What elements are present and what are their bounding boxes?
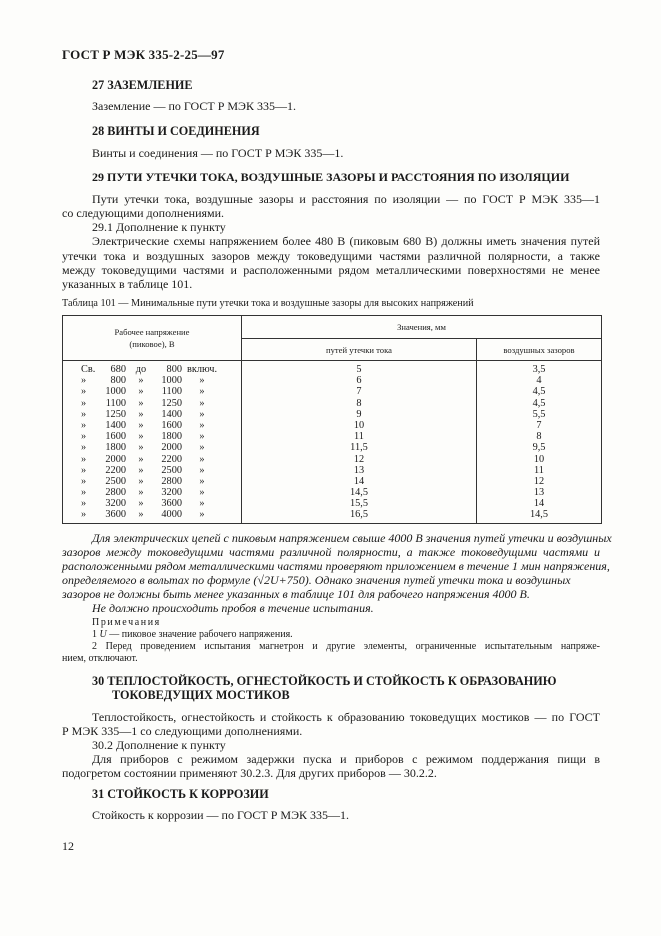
creepage-value: 16,5	[349, 509, 369, 521]
voltage-range: » 1100 » 1250 »	[81, 397, 205, 409]
clearance-value: 10	[533, 453, 545, 465]
voltage-range: » 1800 » 2000 »	[81, 442, 205, 454]
clearance-value: 9,5	[532, 442, 546, 454]
creepage-value: 11,5	[350, 442, 368, 454]
creepage-value: 15,5	[349, 498, 369, 510]
section-29-line: Электрические схемы напряжением более 480 В (пиковым 680 В) должны иметь значения путей	[92, 234, 600, 248]
creepage-value: 13	[353, 464, 365, 476]
clearance-value: 14	[533, 498, 545, 510]
creepage-value: 8	[356, 397, 362, 409]
section-31-text: Стойкость к коррозии — по ГОСТ Р МЭК 335—1.	[92, 808, 350, 822]
italic-line: Не должно происходить пробоя в течение испытания.	[92, 601, 374, 615]
voltage-range: » 1600 » 1800 »	[81, 431, 205, 443]
creepage-value: 9	[356, 408, 362, 420]
clearance-value: 13	[533, 487, 545, 499]
sqrt-symbol: √	[257, 573, 264, 587]
voltage-column	[63, 361, 242, 524]
note-2: 2 Перед проведением испытания магнетрон и другие элементы, ограниченные испытательным напряже-	[92, 641, 600, 652]
document-header: ГОСТ Р МЭК 335-2-25—97	[62, 47, 225, 62]
voltage-range: » 1400 » 1600 »	[81, 419, 205, 431]
values-header: Значения, мм	[242, 316, 602, 339]
section-28-heading: 28 ВИНТЫ И СОЕДИНЕНИЯ	[92, 124, 260, 138]
italic-line: зазоров между токоведущими частями различной полярности, а также токоведущими частями и	[62, 545, 600, 559]
voltage-range: » 1000 » 1100 »	[81, 386, 205, 398]
voltage-range: » 2200 » 2500 »	[81, 464, 205, 476]
section-30-line: подогретом состоянии применяют 30.2.3. Для других приборов — 30.2.2.	[62, 766, 437, 780]
section-29-line: утечки тока и воздушных зазоров между токоведущими частями различной полярности, а также	[62, 249, 600, 263]
clearance-value: 4,5	[532, 397, 546, 409]
creepage-value: 14	[353, 475, 365, 487]
italic-line: Для электрических цепей с пиковым напряжением свыше 4000 В значения путей утечки и воздушных	[92, 531, 612, 545]
clearance-value: 14,5	[529, 509, 549, 521]
notes-heading: Примечания	[92, 617, 161, 628]
creepage-value: 10	[353, 419, 365, 431]
voltage-range: » 3200 » 3600 »	[81, 498, 205, 510]
clearance-value: 12	[533, 475, 545, 487]
voltage-range: » 2000 » 2200 »	[81, 453, 205, 465]
italic-line: зазоров не должны быть менее указанных в таблице 101 для рабочего напряжения 4000 В.	[62, 587, 530, 601]
clearance-value: 8	[536, 431, 542, 443]
section-29-line: между токоведущими частями и расположенными рядом металлическими поверхностями не менее	[62, 263, 600, 277]
section-30-line: Для приборов с режимом задержки пуска и приборов с режимом поддержания пищи в	[92, 752, 600, 766]
col-creepage-header: путей утечки тока	[242, 339, 477, 361]
section-29-line: указанных в таблице 101.	[62, 277, 193, 291]
clearance-value: 3,5	[532, 364, 546, 375]
section-30-line: Теплостойкость, огнестойкость и стойкость к образованию токоведущих мостиков — по ГОСТ	[92, 710, 600, 724]
voltage-range: » 3600 » 4000 »	[81, 509, 205, 521]
section-30-heading-cont: ТОКОВЕДУЩИХ МОСТИКОВ	[112, 688, 290, 702]
voltage-range: » 2800 » 3200 »	[81, 487, 205, 499]
page-number: 12	[62, 839, 74, 853]
section-27-heading: 27 ЗАЗЕМЛЕНИЕ	[92, 78, 193, 92]
clearance-value: 4	[536, 375, 542, 387]
voltage-range: » 1250 » 1400 »	[81, 408, 205, 420]
voltage-range: » 2500 » 2800 »	[81, 475, 205, 487]
note-2-cont: нием, отключают.	[62, 653, 138, 664]
creepage-value: 14,5	[349, 487, 369, 499]
creepage-value: 12	[353, 453, 365, 465]
creepage-value: 11	[354, 431, 364, 443]
clearance-value: 5,5	[532, 408, 546, 420]
note-1: 1 U — пиковое значение рабочего напряжения.	[92, 629, 293, 640]
section-29-heading: 29 ПУТИ УТЕЧКИ ТОКА, ВОЗДУШНЫЕ ЗАЗОРЫ И РАССТОЯНИЯ ПО ИЗОЛЯЦИИ	[92, 170, 570, 184]
italic-line: расположенными рядом металлическими частями проверяют приложением в течение 1 мин напряжения,	[62, 559, 610, 573]
creepage-value: 7	[356, 386, 362, 398]
clearance-value: 4,5	[532, 386, 546, 398]
section-31-heading: 31 СТОЙКОСТЬ К КОРРОЗИИ	[92, 787, 269, 801]
creepage-value: 6	[356, 375, 362, 387]
section-29-line: со следующими дополнениями.	[62, 206, 225, 220]
clearance-column	[477, 361, 602, 524]
creepage-value: 5	[356, 364, 362, 375]
clearance-value: 11	[534, 464, 544, 476]
section-28-text: Винты и соединения — по ГОСТ Р МЭК 335—1.	[92, 146, 344, 160]
formula-line: определяемого в вольтах по формуле (√2U+750). Однако значения путей утечки тока и воздушных	[62, 573, 571, 587]
section-29-line: Пути утечки тока, воздушные зазоры и расстояния по изоляции — по ГОСТ Р МЭК 335—1	[92, 192, 600, 206]
section-30-line: Р МЭК 335—1 со следующими дополнениями.	[62, 724, 303, 738]
clearance-value: 7	[536, 419, 542, 431]
clause-29-1: 29.1 Дополнение к пункту	[92, 220, 226, 234]
voltage-range: Св. 680 до 800 включ.	[81, 364, 218, 375]
table-101	[62, 315, 602, 524]
col-voltage-header: Рабочее напряжение (пиковое), В	[63, 316, 242, 361]
clause-30-2: 30.2 Дополнение к пункту	[92, 738, 226, 752]
section-30-heading: 30 ТЕПЛОСТОЙКОСТЬ, ОГНЕСТОЙКОСТЬ И СТОЙКОСТЬ К ОБРАЗОВАНИЮ	[92, 674, 557, 688]
col-clearance-header: воздушных зазоров	[477, 339, 602, 361]
section-27-text: Заземление — по ГОСТ Р МЭК 335—1.	[92, 99, 296, 113]
creepage-column	[242, 361, 477, 524]
voltage-range: » 800 » 1000 »	[81, 375, 205, 387]
table-caption: Таблица 101 — Минимальные пути утечки тока и воздушные зазоры для высоких напряжений	[62, 298, 474, 309]
